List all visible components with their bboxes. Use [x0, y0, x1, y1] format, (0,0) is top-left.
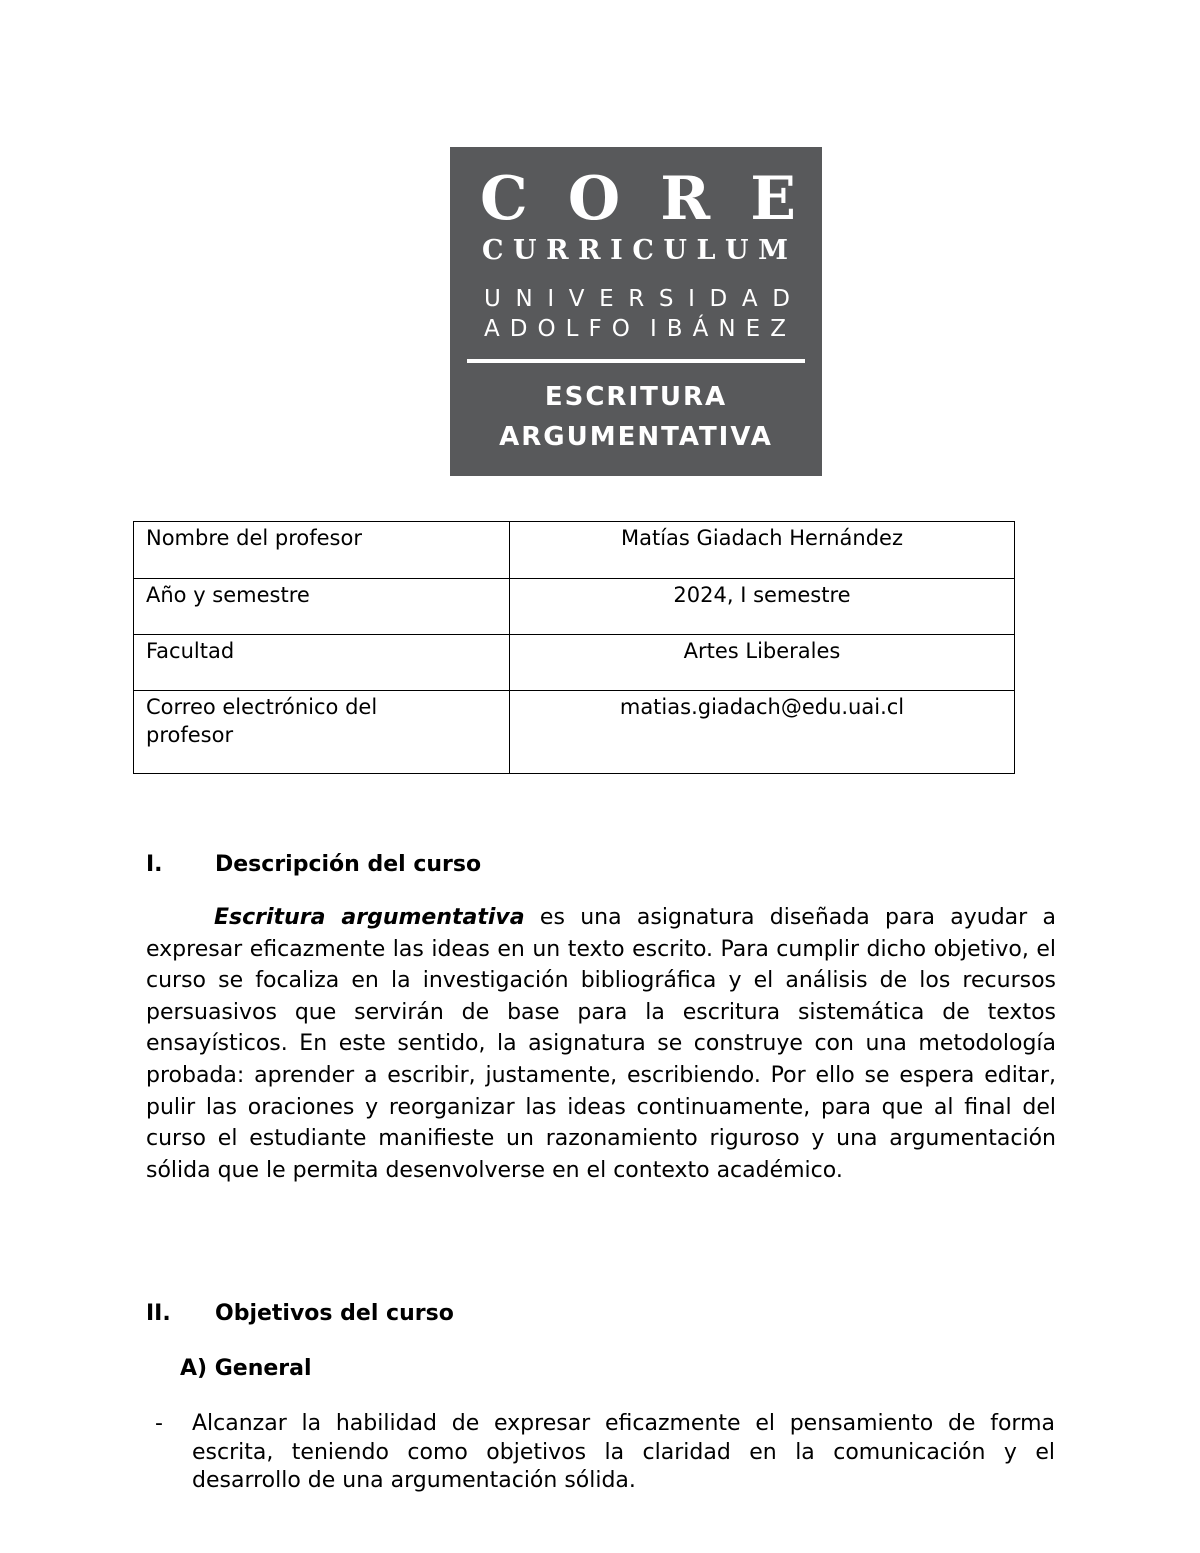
- objective-text: Alcanzar la habilidad de expresar eficazmente el pensamiento de forma escrita, teniendo como objetivos la claridad en la comunicación y el desarrollo de una argumentación sólida.: [192, 1411, 1055, 1493]
- course-info-table: [133, 521, 1015, 774]
- section-number: I.: [146, 852, 163, 877]
- row-value: Artes Liberales: [510, 635, 1015, 691]
- logo-curriculum-text: C U R R I C U L U M: [482, 235, 788, 266]
- logo-escritura-text: ESCRITURA: [544, 382, 728, 412]
- table-row: [134, 579, 1015, 635]
- table-row: [134, 691, 1015, 774]
- core-curriculum-logo: [450, 147, 822, 476]
- logo-universidad-text: U N I V E R S I D A D: [484, 286, 790, 312]
- section-heading-objectives: [146, 1299, 454, 1329]
- logo-core-text: C O R E: [480, 164, 796, 234]
- description-text: es una asignatura diseñada para ayudar a expresar eficazmente las ideas en un texto escrito. Para cumplir dicho objetivo, el curso se focaliza en la investigación bibliográfica y el análisis de los recursos persuasivos que servirán de base para la escritura sistemática de textos ensayísticos. En este sentido, la asignatura se construye con una metodología probada: aprender a escribir, justamente, escribiendo. Por ello se espera editar, pulir las oraciones y reorganizar las ideas continuamente, para que al final del curso el estudiante manifieste un razonamiento riguroso y una argumentación sólida que le permita desenvolverse en el contexto académico.: [146, 905, 1056, 1183]
- table-row: [134, 635, 1015, 691]
- section-title: Descripción del curso: [215, 852, 482, 877]
- course-description-paragraph: [146, 902, 1056, 1186]
- table-row: [134, 522, 1015, 579]
- email-label: Correo electrónico del profesor: [146, 695, 378, 747]
- logo-divider: [467, 359, 805, 363]
- section-heading-description: [146, 850, 481, 880]
- section-number: II.: [146, 1301, 171, 1326]
- row-value: [510, 691, 1015, 774]
- professor-email[interactable]: matias.giadach@edu.uai.cl: [619, 695, 905, 719]
- logo-adolfo-ibanez-text: A D O L F O I B Á N E Z: [484, 316, 786, 342]
- course-name-emphasis: Escritura argumentativa: [214, 905, 525, 930]
- subsection-general: A) General: [180, 1356, 312, 1381]
- bullet-dash: -: [155, 1411, 163, 1436]
- row-label: Año y semestre: [134, 579, 510, 635]
- list-item: [155, 1410, 1055, 1496]
- professor-name: Matías Giadach Hernández: [621, 526, 903, 550]
- row-label: Facultad: [134, 635, 510, 691]
- row-label: [134, 691, 510, 774]
- row-label: Nombre del profesor: [134, 522, 510, 579]
- row-value: [510, 522, 1015, 579]
- section-title: Objetivos del curso: [215, 1301, 454, 1326]
- logo-argumentativa-text: ARGUMENTATIVA: [499, 422, 773, 452]
- row-value: 2024, I semestre: [510, 579, 1015, 635]
